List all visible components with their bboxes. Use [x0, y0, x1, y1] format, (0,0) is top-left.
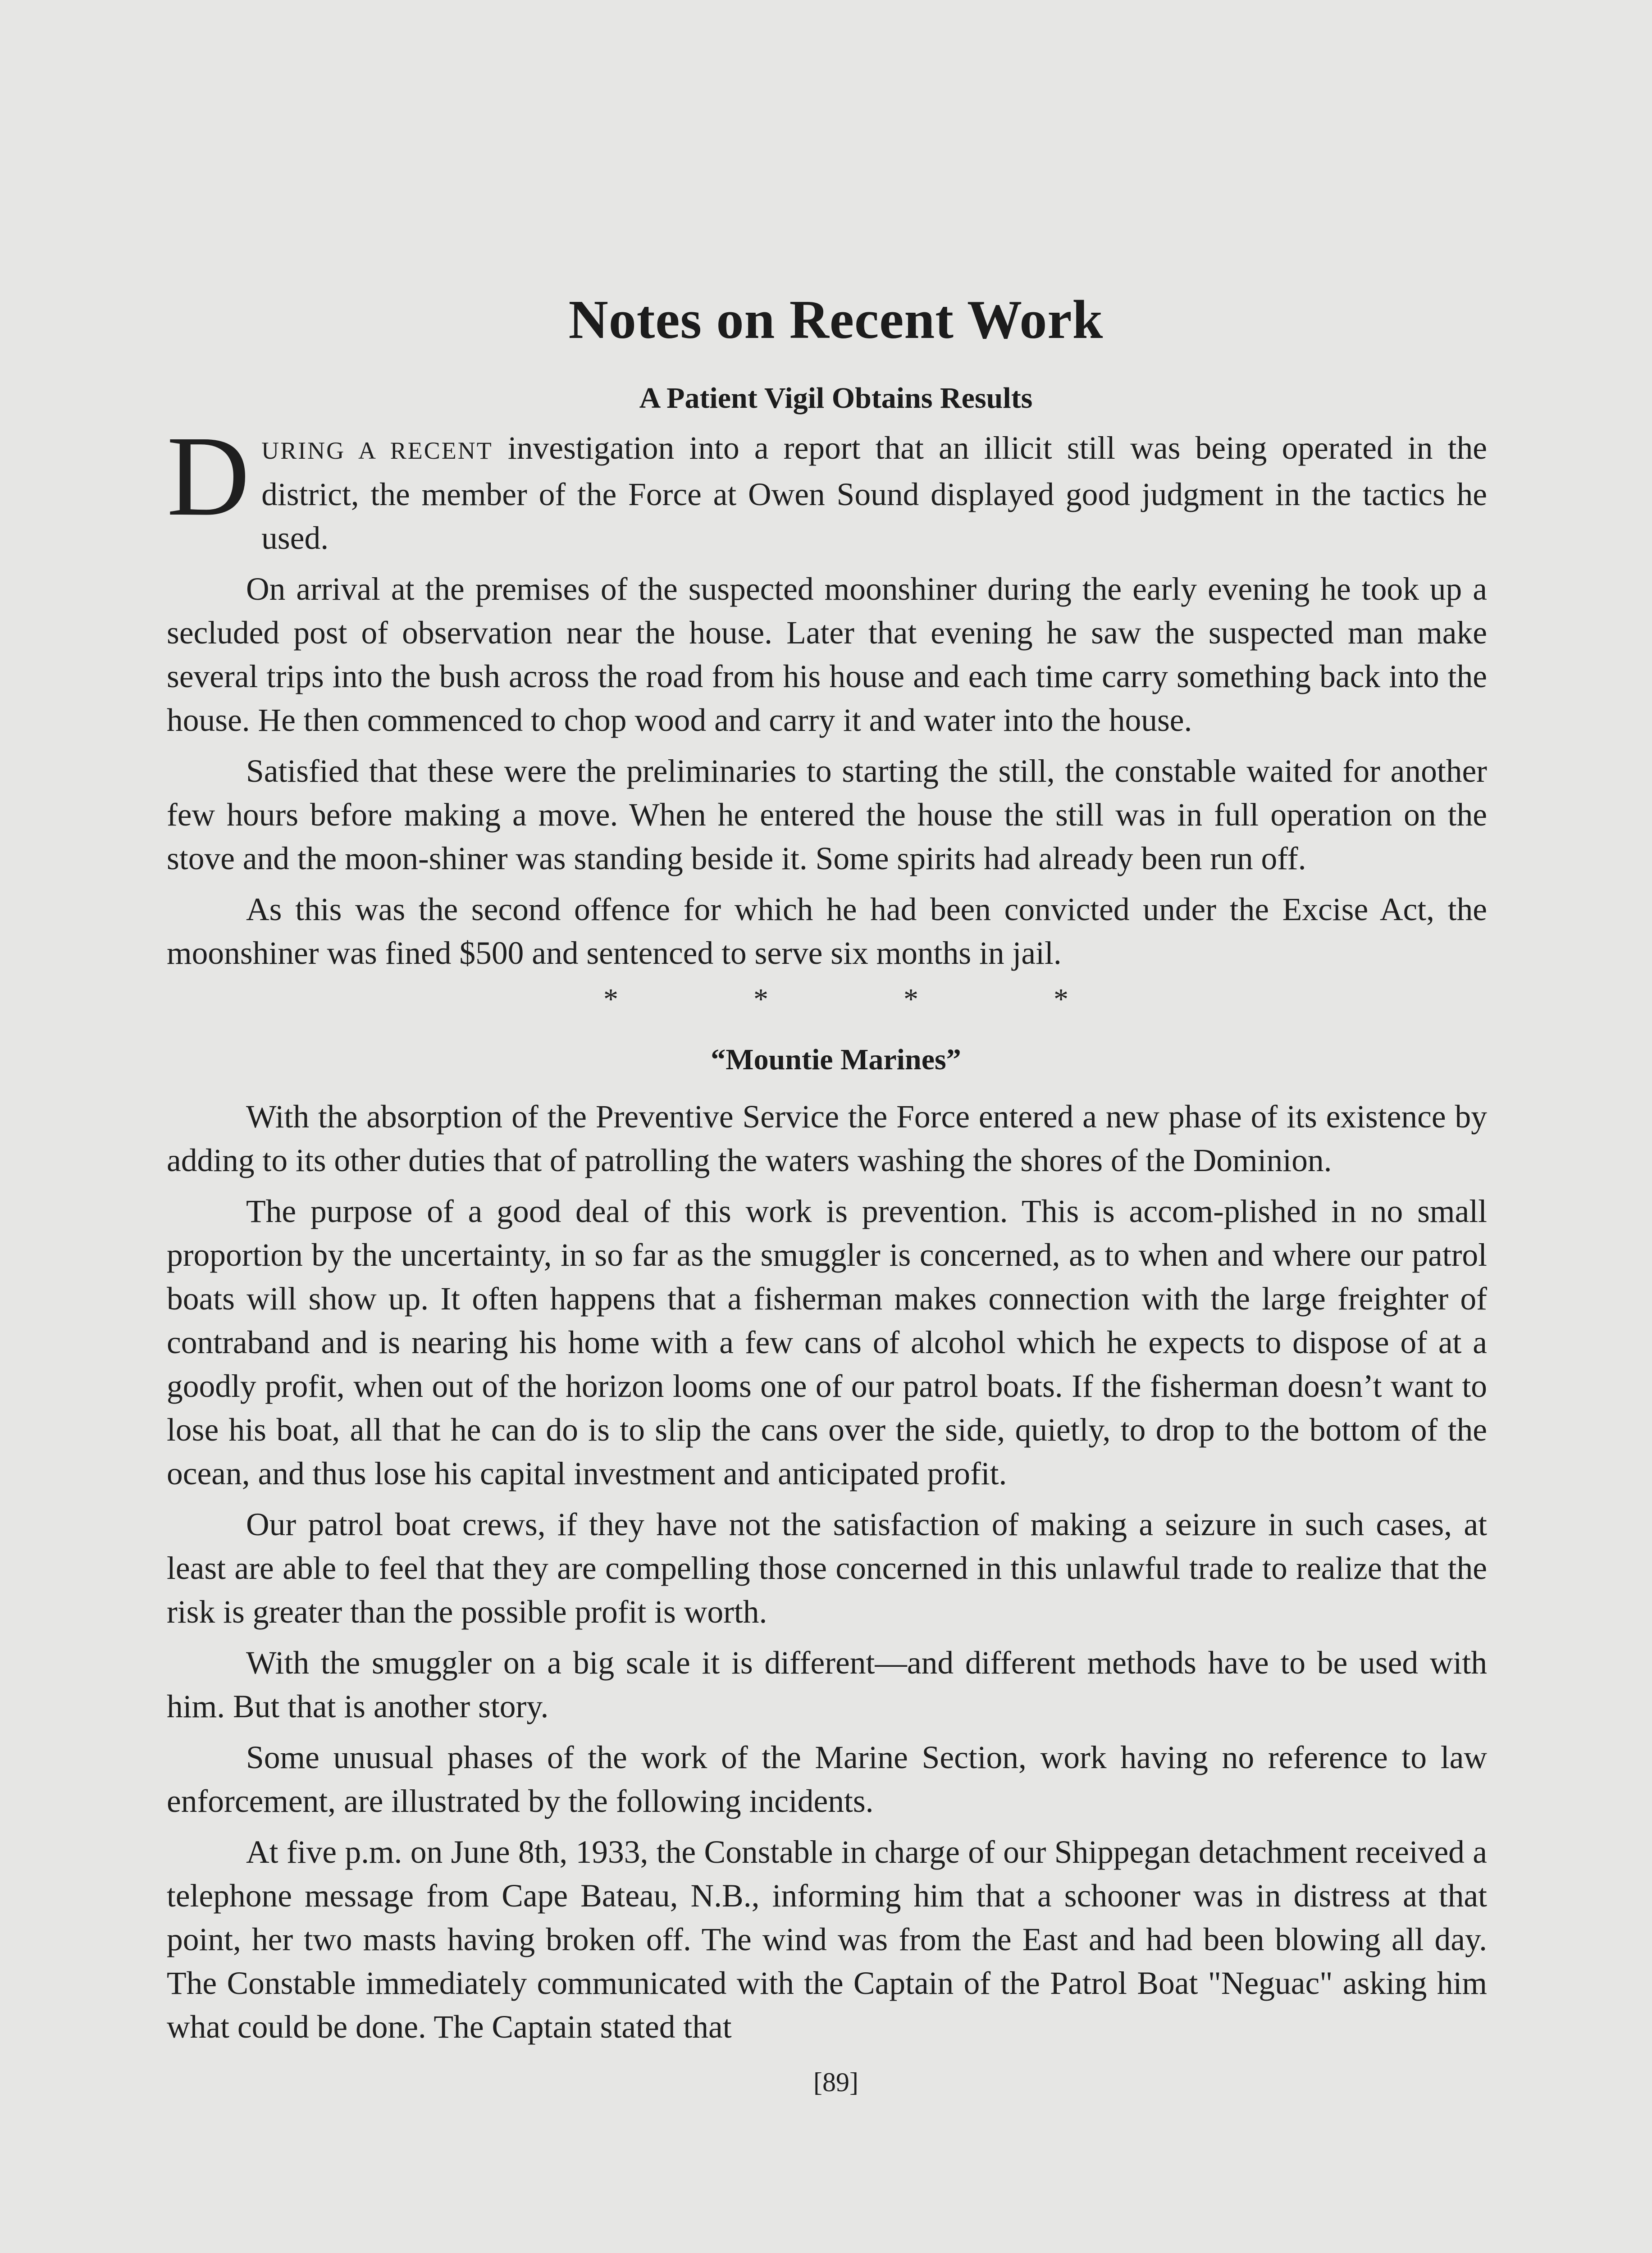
separator-star: * — [904, 983, 918, 1016]
paragraph: Some unusual phases of the work of the Marine Section, work having no reference to law enforcement, are illustrated by the following incidents. — [167, 1740, 1487, 1819]
section-separator — [167, 982, 1487, 1017]
paragraph: As this was the second offence for which he had been convicted under the Excise Act, the moonshiner was fined $500 and sentenced to serve six months in jail. — [167, 892, 1487, 971]
section-heading-mountie-marines: “Mountie Marines” — [711, 1043, 961, 1076]
drop-cap-letter: D — [167, 413, 250, 540]
paragraph: Satisfied that these were the preliminaries to starting the still, the constable waited for another few hours before making a move. When he entered the house the still was in full operation on the stove and the moon-shiner was standing beside it. Some spirits had already been run off. — [167, 753, 1487, 876]
separator-star: * — [603, 983, 618, 1016]
section-heading-patient-vigil: A Patient Vigil Obtains Results — [639, 382, 1033, 415]
paragraph: With the absorption of the Preventive Service the Force entered a new phase of its existence by adding to its other duties that of patrolling the waters washing the shores of the Dominion. — [167, 1099, 1487, 1178]
paragraph: At five p.m. on June 8th, 1933, the Constable in charge of our Shippegan detachment received a telephone message from Cape Bateau, N.B., informing him that a schooner was in distress at that point, her two masts having broken off. The wind was from the East and had been blowing all day. The Constable immediately communicated with the Captain of the Patrol Boat "Neguac" asking him what could be done. The Captain stated that — [167, 1834, 1487, 2045]
paragraph: The purpose of a good deal of this work is prevention. This is accom-plished in no small proportion by the uncertainty, in so far as the smuggler is concerned, as to when and where our patrol boats will show up. It often happens that a fisherman makes connection with the large freighter of contraband and is nearing his home with a few cans of alcohol which he expects to dispose of at a goodly profit, when out of the horizon looms one of our patrol boats. If the fisherman doesn’t want to lose his boat, all that he can do is to slip the cans over the side, quietly, to drop to the bottom of the ocean, and thus lose his capital investment and anticipated profit. — [167, 1194, 1487, 1491]
separator-star: * — [1054, 983, 1068, 1016]
page-title: Notes on Recent Work — [568, 289, 1104, 350]
paragraph: Our patrol boat crews, if they have not the satisfaction of making a seizure in such cases, at least are able to feel that they are compelling those concerned in this unlawful trade to realize that the risk is greater than the possible profit is worth. — [167, 1507, 1487, 1630]
lead-paragraph — [167, 413, 1487, 560]
lead-text: investigation into a report that an illicit still was being operated in the district, the member of the Force at Owen Sound displayed good judgment in the tactics he used. — [261, 430, 1487, 556]
lead-small-caps: URING A RECENT — [261, 437, 493, 464]
page-number: [89] — [813, 2067, 858, 2097]
document-page — [167, 288, 1487, 2098]
paragraph: With the smuggler on a big scale it is different—and different methods have to be used with him. But that is another story. — [167, 1645, 1487, 1724]
paragraph: On arrival at the premises of the suspected moonshiner during the early evening he took up a secluded post of observation near the house. Later that evening he saw the suspected man make several trips into the bush across the road from his house and each time carry something back into the house. He then commenced to chop wood and carry it and water into the house. — [167, 571, 1487, 738]
separator-star: * — [753, 983, 768, 1016]
